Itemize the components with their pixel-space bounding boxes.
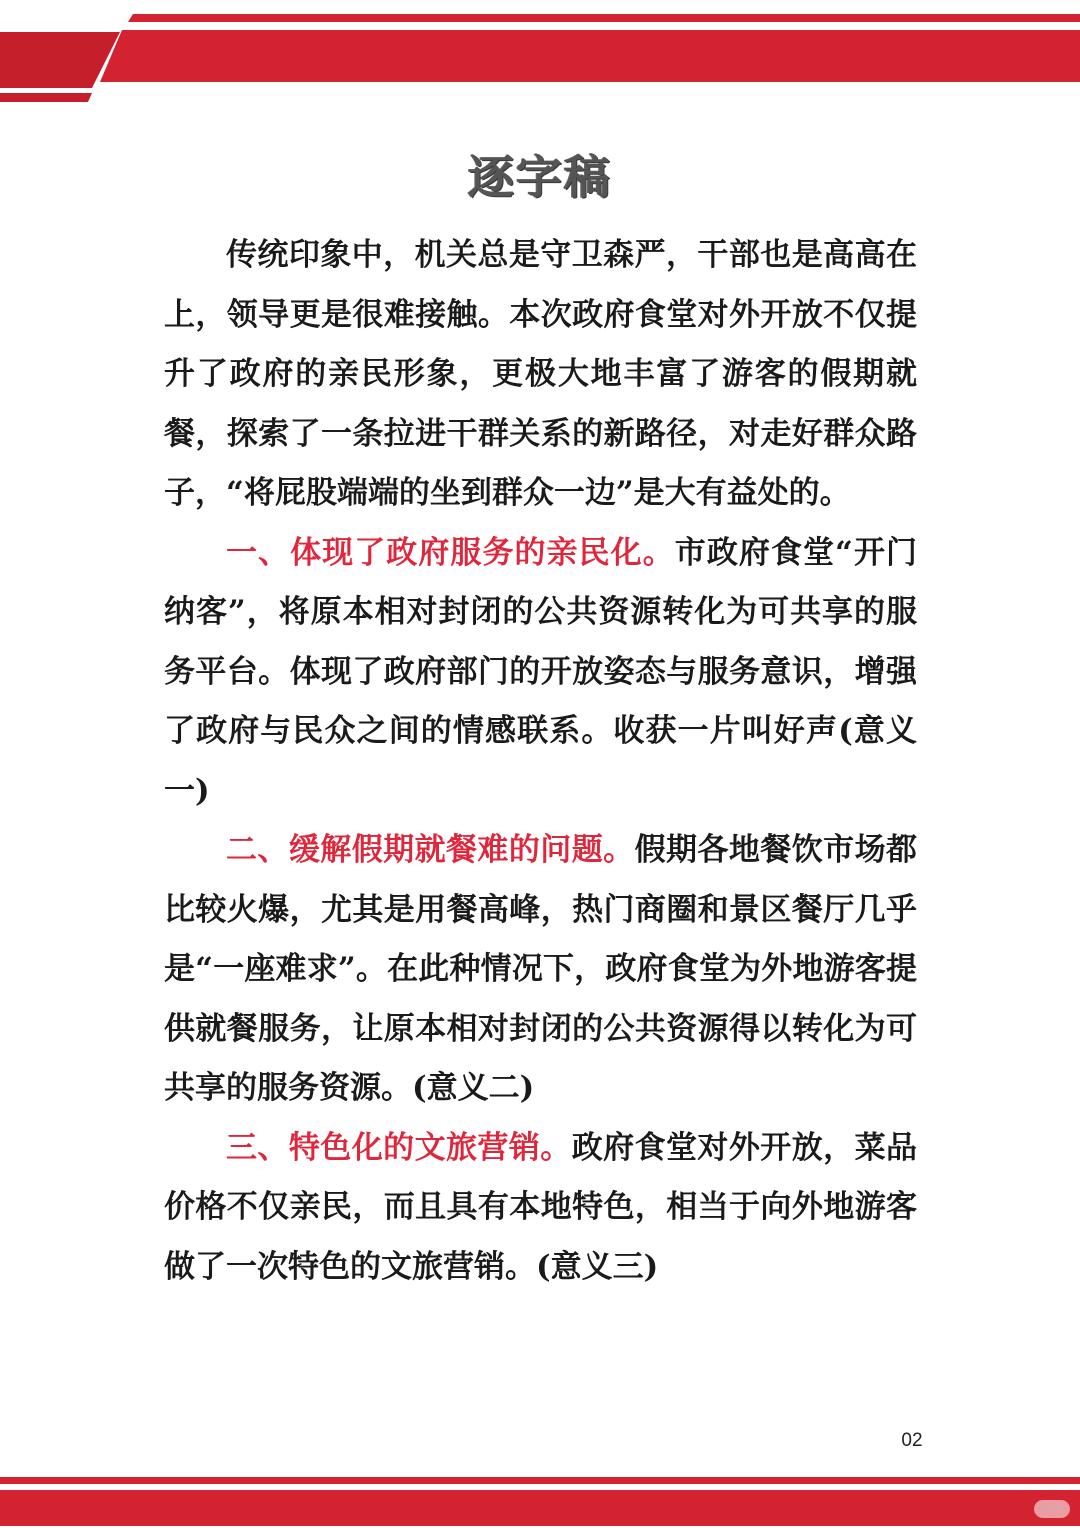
footer-band xyxy=(0,1470,1080,1528)
paragraph-intro-text: 传统印象中，机关总是守卫森严，干部也是高高在上，领导更是很难接触。本次政府食堂对外开放不仅提升了政府的亲民形象，更极大地丰富了游客的假期就餐，探索了一条拉进干群关系的新路径，对走好群众路子，“将屁股端端的坐到群众一边”是大有益处的。 xyxy=(164,237,917,511)
point-1-text: 市政府食堂“开门纳客”，将原本相对封闭的公共资源转化为可共享的服务平台。体现了政府部门的开放姿态与服务意识，增强了政府与民众之间的情感联系。收获一片叫好声(意义一) xyxy=(164,534,917,809)
point-2-heading: 二、缓解假期就餐难的问题。 xyxy=(226,832,635,868)
header-corner-underline xyxy=(0,93,92,102)
paragraph-point-1 xyxy=(164,524,917,822)
point-3-text: 政府食堂对外开放，菜品价格不仅亲民，而且具有本地特色，相当于向外地游客做了一次特色的文旅营销。(意义三) xyxy=(164,1129,918,1285)
header-band xyxy=(0,0,1080,110)
watermark-logo: 小红书 xyxy=(1034,1500,1070,1518)
footer-stripe-thin xyxy=(0,1477,1080,1484)
header-stripe-thick xyxy=(100,30,1080,82)
body-text xyxy=(164,226,917,1297)
paragraph-point-3 xyxy=(164,1119,917,1298)
header-stripe-thin xyxy=(128,14,1080,22)
footer-stripe-thick xyxy=(0,1490,1080,1526)
point-3-heading: 三、特色化的文旅营销。 xyxy=(226,1129,572,1166)
point-2-text: 假期各地餐饮市场都比较火爆，尤其是用餐高峰，热门商圈和景区餐厅几乎是“一座难求”。在此种情况下，政府食堂为外地游客提供就餐服务，让原本相对封闭的公共资源得以转化为可共享的服务资源。(意义二) xyxy=(164,832,918,1106)
page-number: 02 xyxy=(901,1430,923,1451)
paragraph-point-2 xyxy=(164,821,917,1119)
paragraph-intro xyxy=(164,226,917,524)
point-1-heading: 一、体现了政府服务的亲民化。 xyxy=(226,534,675,571)
page-title: 逐字稿 xyxy=(468,150,612,204)
